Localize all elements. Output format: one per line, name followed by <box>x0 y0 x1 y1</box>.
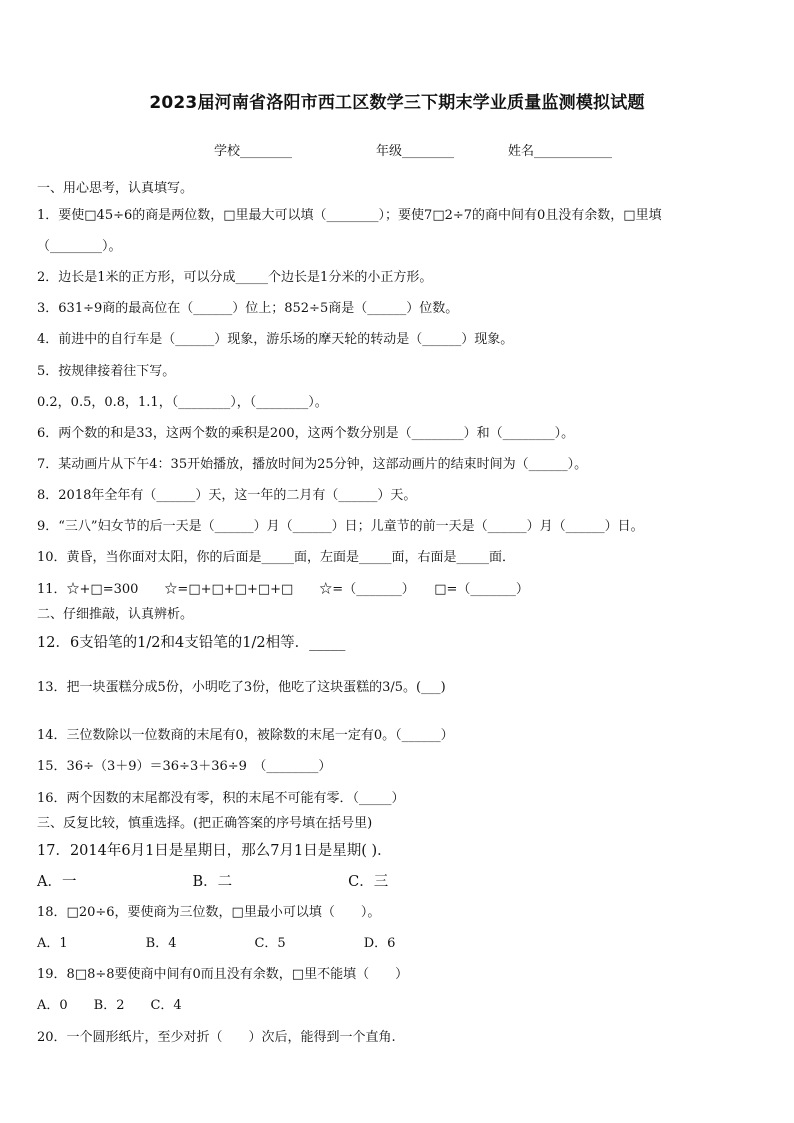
question-line: 5．按规律接着往下写。 <box>37 364 176 379</box>
question-line: 0.2，0.5，0.8，1.1，（________），（________）。 <box>37 395 328 410</box>
school-field[interactable]: 学校________ <box>214 144 293 159</box>
answer-options: A．一 B．二 C．三 <box>37 874 389 890</box>
question-line: 8．2018年全年有（______）天，这一年的二月有（______）天。 <box>37 488 417 503</box>
page-title: 2023届河南省洛阳市西工区数学三下期末学业质量监测模拟试题 <box>149 93 645 113</box>
section-heading: 三、反复比较，慎重选择。(把正确答案的序号填在括号里) <box>37 816 373 831</box>
question-line: 4．前进中的自行车是（______）现象，游乐场的摩天轮的转动是（______）现象。 <box>37 332 514 347</box>
question-line: 3．631÷9商的最高位在（______）位上；852÷5商是（______）位数。 <box>37 301 459 316</box>
grade-field[interactable]: 年级________ <box>376 144 455 159</box>
question-line: 1．要使□45÷6的商是两位数，□里最大可以填（________）；要使7□2÷7的商中间有0且没有余数，□里填 <box>37 208 662 223</box>
question-line: 10．黄昏，当你面对太阳，你的后面是_____面，左面是_____面，右面是_____面． <box>37 550 516 565</box>
question-line: 11．☆+□=300 ☆=□+□+□+□+□ ☆=（_______） □=（_______） <box>37 582 529 597</box>
question-line: （________）。 <box>37 239 122 254</box>
section-heading: 二、仔细推敲，认真辨析。 <box>37 607 194 622</box>
question-line: 2．边长是1米的正方形，可以分成_____个边长是1分米的小正方形。 <box>37 270 433 285</box>
question-line: 7．某动画片从下午4：35开始播放，播放时间为25分钟，这部动画片的结束时间为（______）。 <box>37 457 588 472</box>
name-field[interactable]: 姓名____________ <box>508 144 613 159</box>
question-line: 12．6支铅笔的1/2和4支铅笔的1/2相等．_____ <box>37 635 346 651</box>
question-line: 20．一个圆形纸片，至少对折（ ）次后，能得到一个直角. <box>37 1030 396 1045</box>
answer-options: A．0 B．2 C．4 <box>37 998 182 1013</box>
answer-options: A．1 B．4 C．5 D．6 <box>37 936 396 951</box>
question-line: 6．两个数的和是33，这两个数的乘积是200，这两个数分别是（________）和（________）。 <box>37 426 575 441</box>
question-line: 18．□20÷6，要使商为三位数，□里最小可以填（ ）。 <box>37 905 381 920</box>
question-line: 9．“三八”妇女节的后一天是（______）月（______）日；儿童节的前一天是（______）月（______）日。 <box>37 519 644 534</box>
question-line: 15．36÷（3＋9）＝36÷3＋36÷9 （________） <box>37 759 332 774</box>
question-line: 13．把一块蛋糕分成5份，小明吃了3份，他吃了这块蛋糕的3/5。(___) <box>37 680 446 695</box>
section-heading: 一、用心思考，认真填写。 <box>37 181 194 196</box>
question-line: 19．8□8÷8要使商中间有0而且没有余数，□里不能填（ ） <box>37 967 409 982</box>
question-line: 17．2014年6月1日是星期日，那么7月1日是星期( )． <box>37 843 392 859</box>
question-line: 16．两个因数的末尾都没有零，积的末尾不可能有零．（_____） <box>37 791 405 806</box>
question-line: 14．三位数除以一位数商的末尾有0，被除数的末尾一定有0。（______） <box>37 728 454 743</box>
